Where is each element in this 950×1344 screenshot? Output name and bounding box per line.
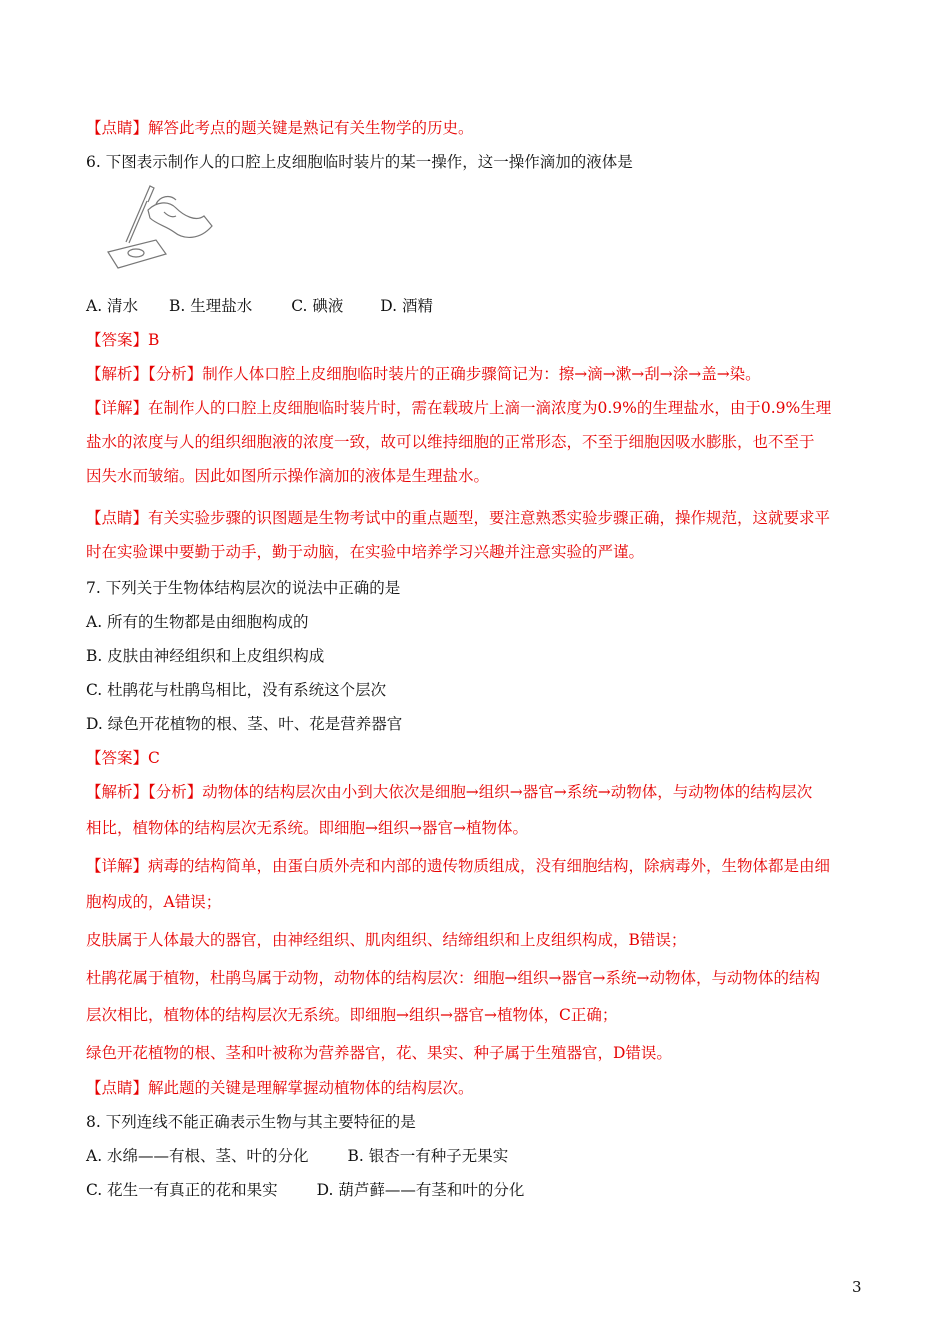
q7-detail-line-3: 皮肤属于人体最大的器官，由神经组织、肌肉组织、结缔组织和上皮组织构成，B错误； [86,931,687,949]
q6-analysis: 【解析】【分析】制作人体口腔上皮细胞临时装片的正确步骤简记为：擦→滴→漱→刮→涂→盖→染。 [86,365,761,383]
pipette-slide-figure [104,182,216,272]
q7-option-c[interactable]: C. 杜鹃花与杜鹃鸟相比，没有系统这个层次 [86,681,387,699]
q7-option-b[interactable]: B. 皮肤由神经组织和上皮组织构成 [86,647,325,665]
q6-option-a[interactable]: A. 清水 [86,297,139,315]
q8-option-a[interactable]: A. 水绵——有根、茎、叶的分化 [86,1147,309,1165]
q6-option-c[interactable]: C. 碘液 [291,297,344,315]
question-7-stem: 7. 下列关于生物体结构层次的说法中正确的是 [86,579,401,597]
q7-detail-line-5: 层次相比，植物体的结构层次无系统。即细胞→组织→器官→植物体，C正确； [86,1006,618,1024]
question-6-options [86,296,433,316]
q7-option-d[interactable]: D. 绿色开花植物的根、茎、叶、花是营养器官 [86,715,403,733]
q8-option-d[interactable]: D. 葫芦藓——有茎和叶的分化 [316,1181,525,1199]
q7-option-a[interactable]: A. 所有的生物都是由细胞构成的 [86,613,309,631]
q6-dianjing-line-1: 【点睛】有关实验步骤的识图题是生物考试中的重点题型，要注意熟悉实验步骤正确，操作规范，这就要求平 [86,509,831,527]
q6-option-b[interactable]: B. 生理盐水 [169,297,253,315]
dianjing-q5: 【点睛】解答此考点的题关键是熟记有关生物学的历史。 [86,119,474,137]
q6-detail-line-3: 因失水而皱缩。因此如图所示操作滴加的液体是生理盐水。 [86,467,490,485]
q6-answer: 【答案】B [86,331,160,349]
q8-options-row-2 [86,1180,524,1200]
q7-detail-line-1: 【详解】病毒的结构简单，由蛋白质外壳和内部的遗传物质组成，没有细胞结构，除病毒外，生物体都是由细 [86,857,831,875]
page-number: 3 [852,1278,862,1296]
q6-detail-line-2: 盐水的浓度与人的组织细胞液的浓度一致，故可以维持细胞的正常形态，不至于细胞因吸水膨胀，也不至于 [86,433,815,451]
q8-options-row-1 [86,1146,508,1166]
q6-option-d[interactable]: D. 酒精 [380,297,434,315]
q7-dianjing: 【点睛】解此题的关键是理解掌握动植物体的结构层次。 [86,1079,474,1097]
question-8-stem: 8. 下列连线不能正确表示生物与其主要特征的是 [86,1113,416,1131]
q7-analysis-line-2: 相比，植物体的结构层次无系统。即细胞→组织→器官→植物体。 [86,819,528,837]
q7-detail-line-6: 绿色开花植物的根、茎和叶被称为营养器官，花、果实、种子属于生殖器官，D错误。 [86,1044,672,1062]
q7-detail-line-2: 胞构成的，A错误； [86,893,222,911]
q7-answer: 【答案】C [86,749,160,767]
q6-dianjing-line-2: 时在实验课中要勤于动手，勤于动脑，在实验中培养学习兴趣并注意实验的严谨。 [86,543,645,561]
q7-analysis-line-1: 【解析】【分析】动物体的结构层次由小到大依次是细胞→组织→器官→系统→动物体，与动物体的结构层次 [86,783,813,801]
question-6-stem: 6. 下图表示制作人的口腔上皮细胞临时装片的某一操作，这一操作滴加的液体是 [86,153,633,171]
q6-detail-line-1: 【详解】在制作人的口腔上皮细胞临时装片时，需在载玻片上滴一滴浓度为0.9%的生理盐水，由于0.9%生理 [86,399,832,417]
q7-detail-line-4: 杜鹃花属于植物，杜鹃鸟属于动物，动物体的结构层次：细胞→组织→器官→系统→动物体，与动物体的结构 [86,969,820,987]
q8-option-b[interactable]: B. 银杏一有种子无果实 [347,1147,509,1165]
q8-option-c[interactable]: C. 花生一有真正的花和果实 [86,1181,278,1199]
